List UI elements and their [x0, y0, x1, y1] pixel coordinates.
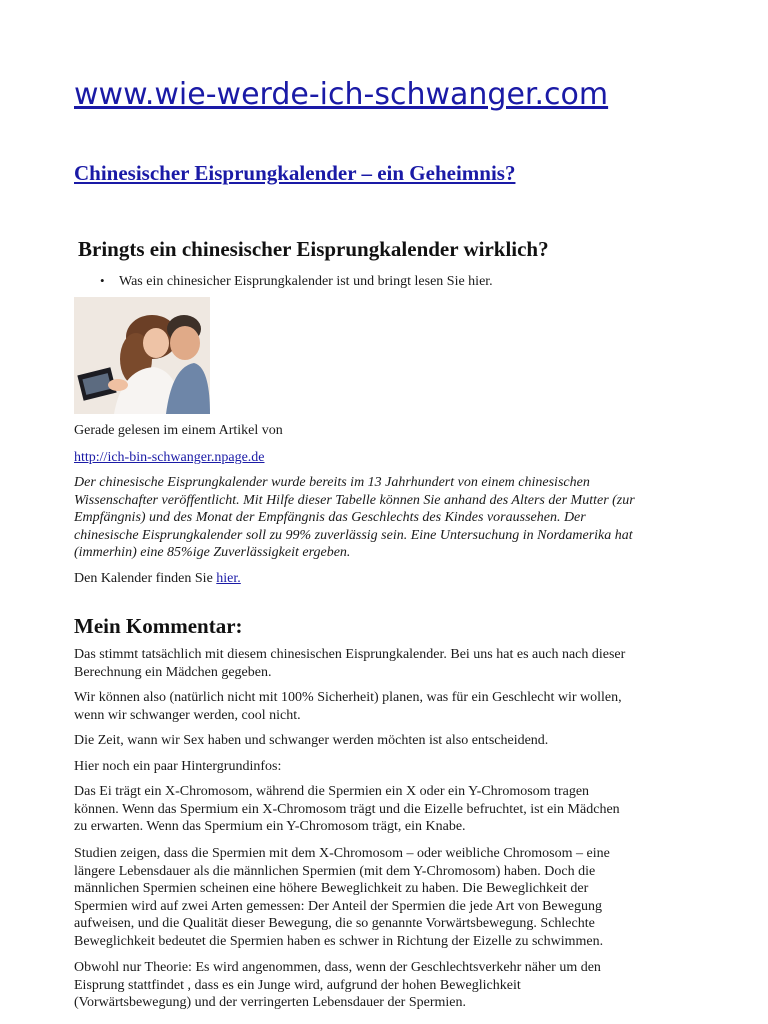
text-line: Obwohl nur Theorie: Es wird angenommen, dass, wenn der Geschlechtsverkehr näher um den	[74, 960, 601, 975]
comment-paragraph	[74, 646, 694, 681]
couple-photo	[74, 297, 210, 414]
quote-paragraph	[74, 474, 694, 562]
text-line: Eisprung stattfindet , dass es ein Junge wird, aufgrund der hohen Beweglichkeit	[74, 977, 521, 993]
bullet-icon: •	[100, 273, 105, 288]
read-line: Gerade gelesen im einem Artikel von	[74, 423, 283, 438]
text-line: wenn wir schwanger werden, cool nicht.	[74, 707, 301, 723]
comment-paragraph	[74, 783, 694, 836]
text-line: Beweglichkeit bedeutet die Spermien haben es schwer in Richtung der Eizelle zu schwimmen.	[74, 933, 604, 949]
text-line: zu erwarten. Wenn das Spermium ein Y-Chromosom trägt, ein Knabe.	[74, 819, 466, 834]
quote-line: Der chinesische Eisprungkalender wurde bereits im 13 Jahrhundert von einem chinesischen	[74, 475, 590, 490]
quote-line: Empfängnis) und des Monat der Empfängnis das Geschlechts des Kindes voraussehen. Der	[74, 510, 586, 525]
comment-paragraph	[74, 845, 694, 950]
text-line: längere Lebensdauer als die männlichen Spermien (mit dem Y-Chromosom) haben. Doch die	[74, 863, 596, 879]
comment-paragraph	[74, 959, 694, 1012]
text-line: Das stimmt tatsächlich mit diesem chinesischen Eisprungkalender. Bei uns hat es auch nach dieser	[74, 647, 626, 662]
source-paragraph	[74, 449, 694, 467]
bullet-list-item	[100, 273, 493, 290]
quote-line: chinesische Eisprungkalender soll zu 99% zuverlässig sein. Eine Untersuchung in Nordamerika hat	[74, 527, 633, 543]
quote-line: (immerhin) eine 85%ige Zuverlässigkeit ergeben.	[74, 545, 351, 560]
text-line: (Vorwärtsbewegung) und der verringerten Lebensdauer der Spermien.	[74, 995, 466, 1010]
text-line: Das Ei trägt ein X-Chromosom, während die Spermien ein X oder ein Y-Chromosom tragen	[74, 784, 590, 799]
article-title-link[interactable]: Chinesischer Eisprungkalender – ein Geheimnis?	[74, 161, 516, 185]
comment-heading: Mein Kommentar:	[74, 614, 243, 638]
text-line: Wir können also (natürlich nicht mit 100% Sicherheit) planen, was für ein Geschlecht wir wollen,	[74, 690, 622, 705]
comment-paragraph	[74, 732, 694, 750]
text-line: Hier noch ein paar Hintergrundinfos:	[74, 759, 282, 774]
text-line: aufweisen, und die Qualität dieser Bewegung, die so genannte Vorwärtsbewegung. Schlechte	[74, 916, 595, 931]
comment-paragraph	[74, 758, 694, 776]
text-line: können. Wenn das Spermium ein X-Chromosom trägt und die Eizelle befruchtet, ist ein Mädchen	[74, 801, 620, 817]
bullet-text: Was ein chinesicher Eisprungkalender ist und bringt lesen Sie hier.	[119, 274, 493, 289]
calendar-text: Den Kalender finden Sie	[74, 571, 217, 586]
text-line: männlichen Spermien scheinen eine höhere Beweglichkeit zu haben. Die Beweglichkeit der	[74, 881, 589, 896]
text-line: Studien zeigen, dass die Spermien mit dem X-Chromosom – oder weibliche Chromosom – eine	[74, 846, 610, 861]
calendar-paragraph	[74, 570, 694, 588]
calendar-link[interactable]: hier.	[216, 571, 241, 586]
quote-line: Wissenschafter veröffentlicht. Mit Hilfe dieser Tabelle können Sie anhand des Alters der Mutter (zur	[74, 492, 635, 508]
text-line: Spermien wird auf zwei Arten gemessen: Der Anteil der Spermien die jede Art von Bewegung	[74, 898, 602, 914]
text-line: Berechnung ein Mädchen gegeben.	[74, 664, 272, 680]
site-url-link[interactable]: www.wie-werde-ich-schwanger.com	[74, 77, 609, 112]
source-link[interactable]: http://ich-bin-schwanger.npage.de	[74, 450, 265, 465]
comment-paragraph	[74, 689, 694, 724]
section-heading: Bringts ein chinesischer Eisprungkalender wirklich?	[78, 237, 549, 261]
text-line: Die Zeit, wann wir Sex haben und schwanger werden möchten ist also entscheidend.	[74, 733, 549, 748]
